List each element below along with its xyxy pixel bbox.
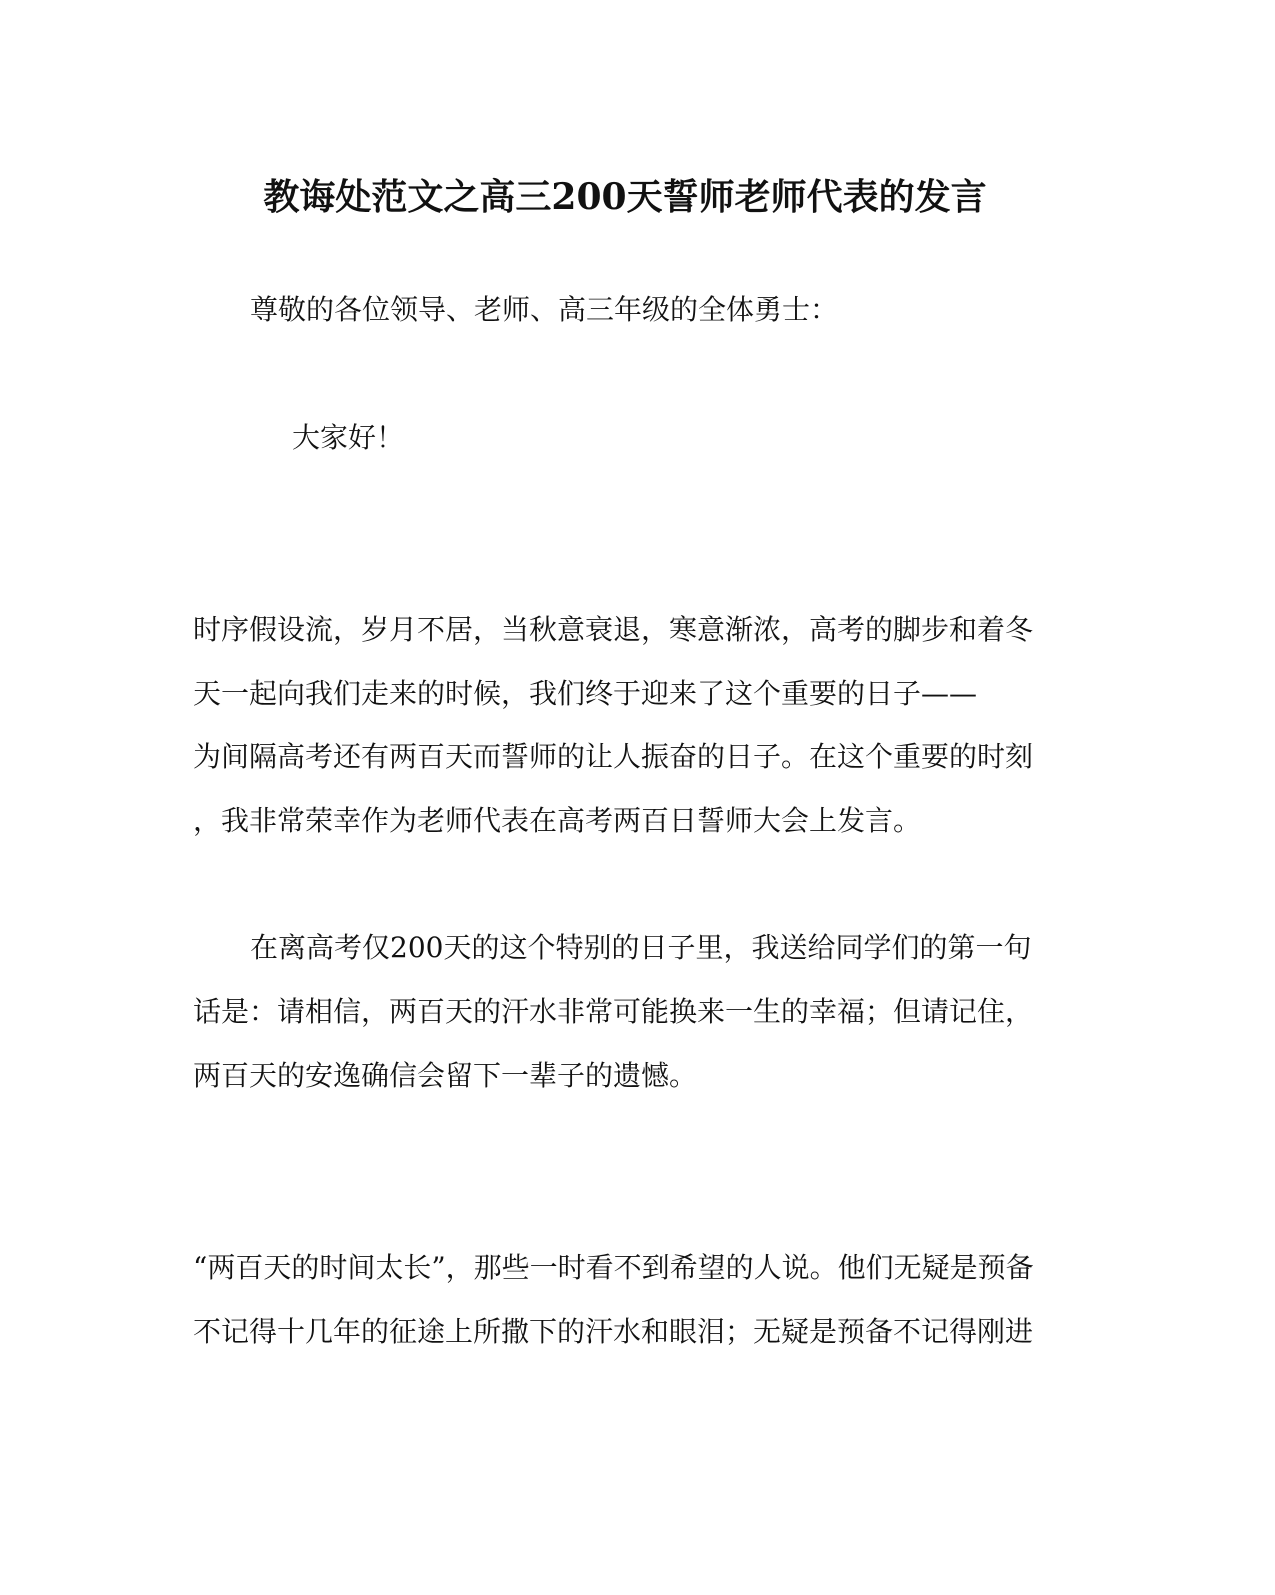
paragraph-1-line-1: 时序假设流，岁月不居，当秋意衰退，寒意渐浓，高考的脚步和着冬: [193, 613, 1034, 646]
paragraph-1-line-2: 天一起向我们走来的时候，我们终于迎来了这个重要的日子——: [193, 677, 978, 710]
paragraph-2-line-3: 两百天的安逸确信会留下一辈子的遗憾。: [193, 1059, 698, 1092]
paragraph-3-line-2: 不记得十几年的征途上所撒下的汗水和眼泪；无疑是预备不记得刚进: [193, 1315, 1034, 1348]
paragraph-2-line-2: 话是：请相信，两百天的汗水非常可能换来一生的幸福；但请记住，: [193, 995, 1034, 1028]
paragraph-2-line-1: 在离高考仅200天的这个特别的日子里，我送给同学们的第一句: [250, 931, 1032, 964]
greeting: 大家好！: [292, 421, 405, 454]
salutation: 尊敬的各位领导、老师、高三年级的全体勇士：: [250, 293, 839, 326]
paragraph-1-line-4: ，我非常荣幸作为老师代表在高考两百日誓师大会上发言。: [193, 804, 922, 837]
paragraph-1-line-3: 为间隔高考还有两百天而誓师的让人振奋的日子。在这个重要的时刻: [193, 740, 1034, 773]
paragraph-3-line-1: “两百天的时间太长”，那些一时看不到希望的人说。他们无疑是预备: [193, 1251, 1034, 1284]
document-title: 教诲处范文之高三200天誓师老师代表的发言: [263, 176, 987, 218]
